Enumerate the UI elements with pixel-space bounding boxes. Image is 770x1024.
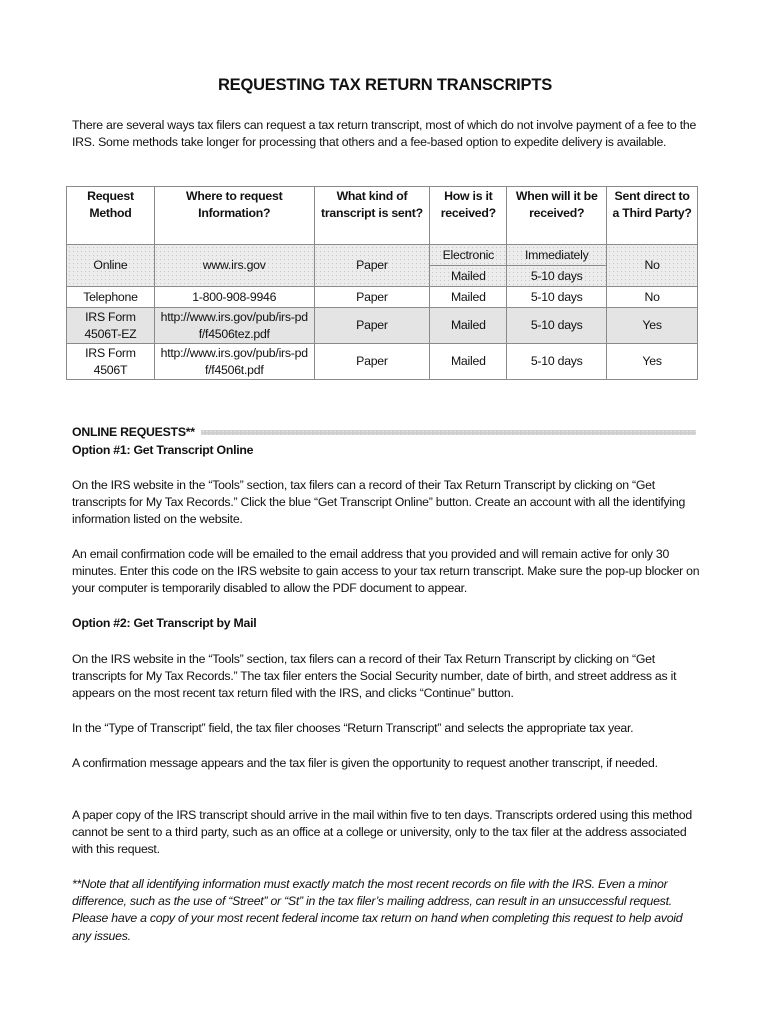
- header-transcript-kind: What kind of transcript is sent?: [314, 187, 430, 245]
- note-paragraph: **Note that all identifying information must exactly match the most recent records on file with the IRS. Even a minor difference, such as the use of “Street” or “St” in the tax filer’s mailing address, can result in an unsuccessful request. Please have a copy of your most recent federal income tax return on hand when completing this request to help avoid any issues.: [72, 877, 683, 943]
- cell-third-party: No: [607, 245, 698, 287]
- online-requests-section-heading: [72, 425, 696, 442]
- cell-method: Online: [67, 245, 155, 287]
- option1-paragraph-2: An email confirmation code will be emailed to the email address that you provided and will remain active for only 30 minutes. Enter this code on the IRS website to gain access to your tax return transcript. Make sure the pop-up blocker on your computer is temporarily disabled to allow the PDF document to appear.: [72, 547, 700, 596]
- cell-kind: Paper: [314, 344, 430, 380]
- cell-where-link[interactable]: http://www.irs.gov/pub/irs-pdf/f4506tez.pdf: [154, 308, 314, 344]
- cell-when: 5-10 days: [507, 287, 607, 308]
- table-row-form-4506t: [67, 344, 698, 380]
- cell-method: Telephone: [67, 287, 155, 308]
- option2-paragraph-1: On the IRS website in the “Tools” section, tax filers can a record of their Tax Return Transcript by clicking on “Get transcripts for My Tax Records.” The tax filer enters the Social Security number, date of birth, and street address as it appears on the most recent tax return filed with the IRS, and clicks “Continue” button.: [72, 652, 677, 701]
- cell-where-link[interactable]: http://www.irs.gov/pub/irs-pdf/f4506t.pdf: [154, 344, 314, 380]
- header-request-method: Request Method: [67, 187, 155, 245]
- cell-received: Mailed: [430, 344, 507, 380]
- section-divider: [201, 430, 696, 435]
- cell-third-party: Yes: [607, 344, 698, 380]
- header-when-received: When will it be received?: [507, 187, 607, 245]
- option1-paragraph-1: On the IRS website in the “Tools” section, tax filers can a record of their Tax Return Transcript by clicking on “Get transcripts for My Tax Records.” Click the blue “Get Transcript Online” button. Create an account with all the identifying information listed on the website.: [72, 478, 686, 527]
- option1-heading: Option #1: Get Transcript Online: [72, 443, 254, 457]
- cell-received: Mailed: [430, 308, 507, 344]
- cell-method: IRS Form 4506T: [67, 344, 155, 380]
- section-heading-label: ONLINE REQUESTS**: [72, 425, 195, 439]
- header-third-party: Sent direct to a Third Party?: [607, 187, 698, 245]
- cell-method: IRS Form 4506T-EZ: [67, 308, 155, 344]
- header-how-received: How is it received?: [430, 187, 507, 245]
- option2-paragraph-2: In the “Type of Transcript” field, the tax filer chooses “Return Transcript” and selects the appropriate tax year.: [72, 721, 634, 735]
- cell-received: Mailed: [430, 287, 507, 308]
- table-row-telephone: [67, 287, 698, 308]
- option2-paragraph-3: A confirmation message appears and the tax filer is given the opportunity to request another transcript, if needed.: [72, 756, 658, 770]
- intro-paragraph: There are several ways tax filers can request a tax return transcript, most of which do not involve payment of a fee to the IRS. Some methods take longer for processing that others and a fee-based option to expedite delivery is available.: [72, 118, 697, 150]
- cell-when: 5-10 days: [507, 308, 607, 344]
- document-title: REQUESTING TAX RETURN TRANSCRIPTS: [217, 76, 553, 94]
- cell-kind: Paper: [314, 287, 430, 308]
- header-where-to-request: Where to request Information?: [154, 187, 314, 245]
- cell-when: 5-10 days: [507, 344, 607, 380]
- cell-third-party: No: [607, 287, 698, 308]
- table-header-row: [67, 187, 698, 245]
- cell-where: www.irs.gov: [154, 245, 314, 287]
- cell-received-mailed: Mailed: [430, 266, 507, 287]
- option2-heading: Option #2: Get Transcript by Mail: [72, 616, 257, 630]
- cell-when-immediately: Immediately: [507, 245, 607, 266]
- cell-when-days: 5-10 days: [507, 266, 607, 287]
- cell-where: 1-800-908-9946: [154, 287, 314, 308]
- transcript-methods-table: [66, 186, 698, 380]
- option2-paragraph-4: A paper copy of the IRS transcript should arrive in the mail within five to ten days. Transcripts ordered using this method cannot be sent to a third party, such as an office at a college or university, only to the tax filer at the address associated with this request.: [72, 808, 692, 857]
- table-row-online: [67, 245, 698, 266]
- cell-kind: Paper: [314, 308, 430, 344]
- cell-third-party: Yes: [607, 308, 698, 344]
- cell-kind: Paper: [314, 245, 430, 287]
- cell-received-electronic: Electronic: [430, 245, 507, 266]
- table-row-form-4506t-ez: [67, 308, 698, 344]
